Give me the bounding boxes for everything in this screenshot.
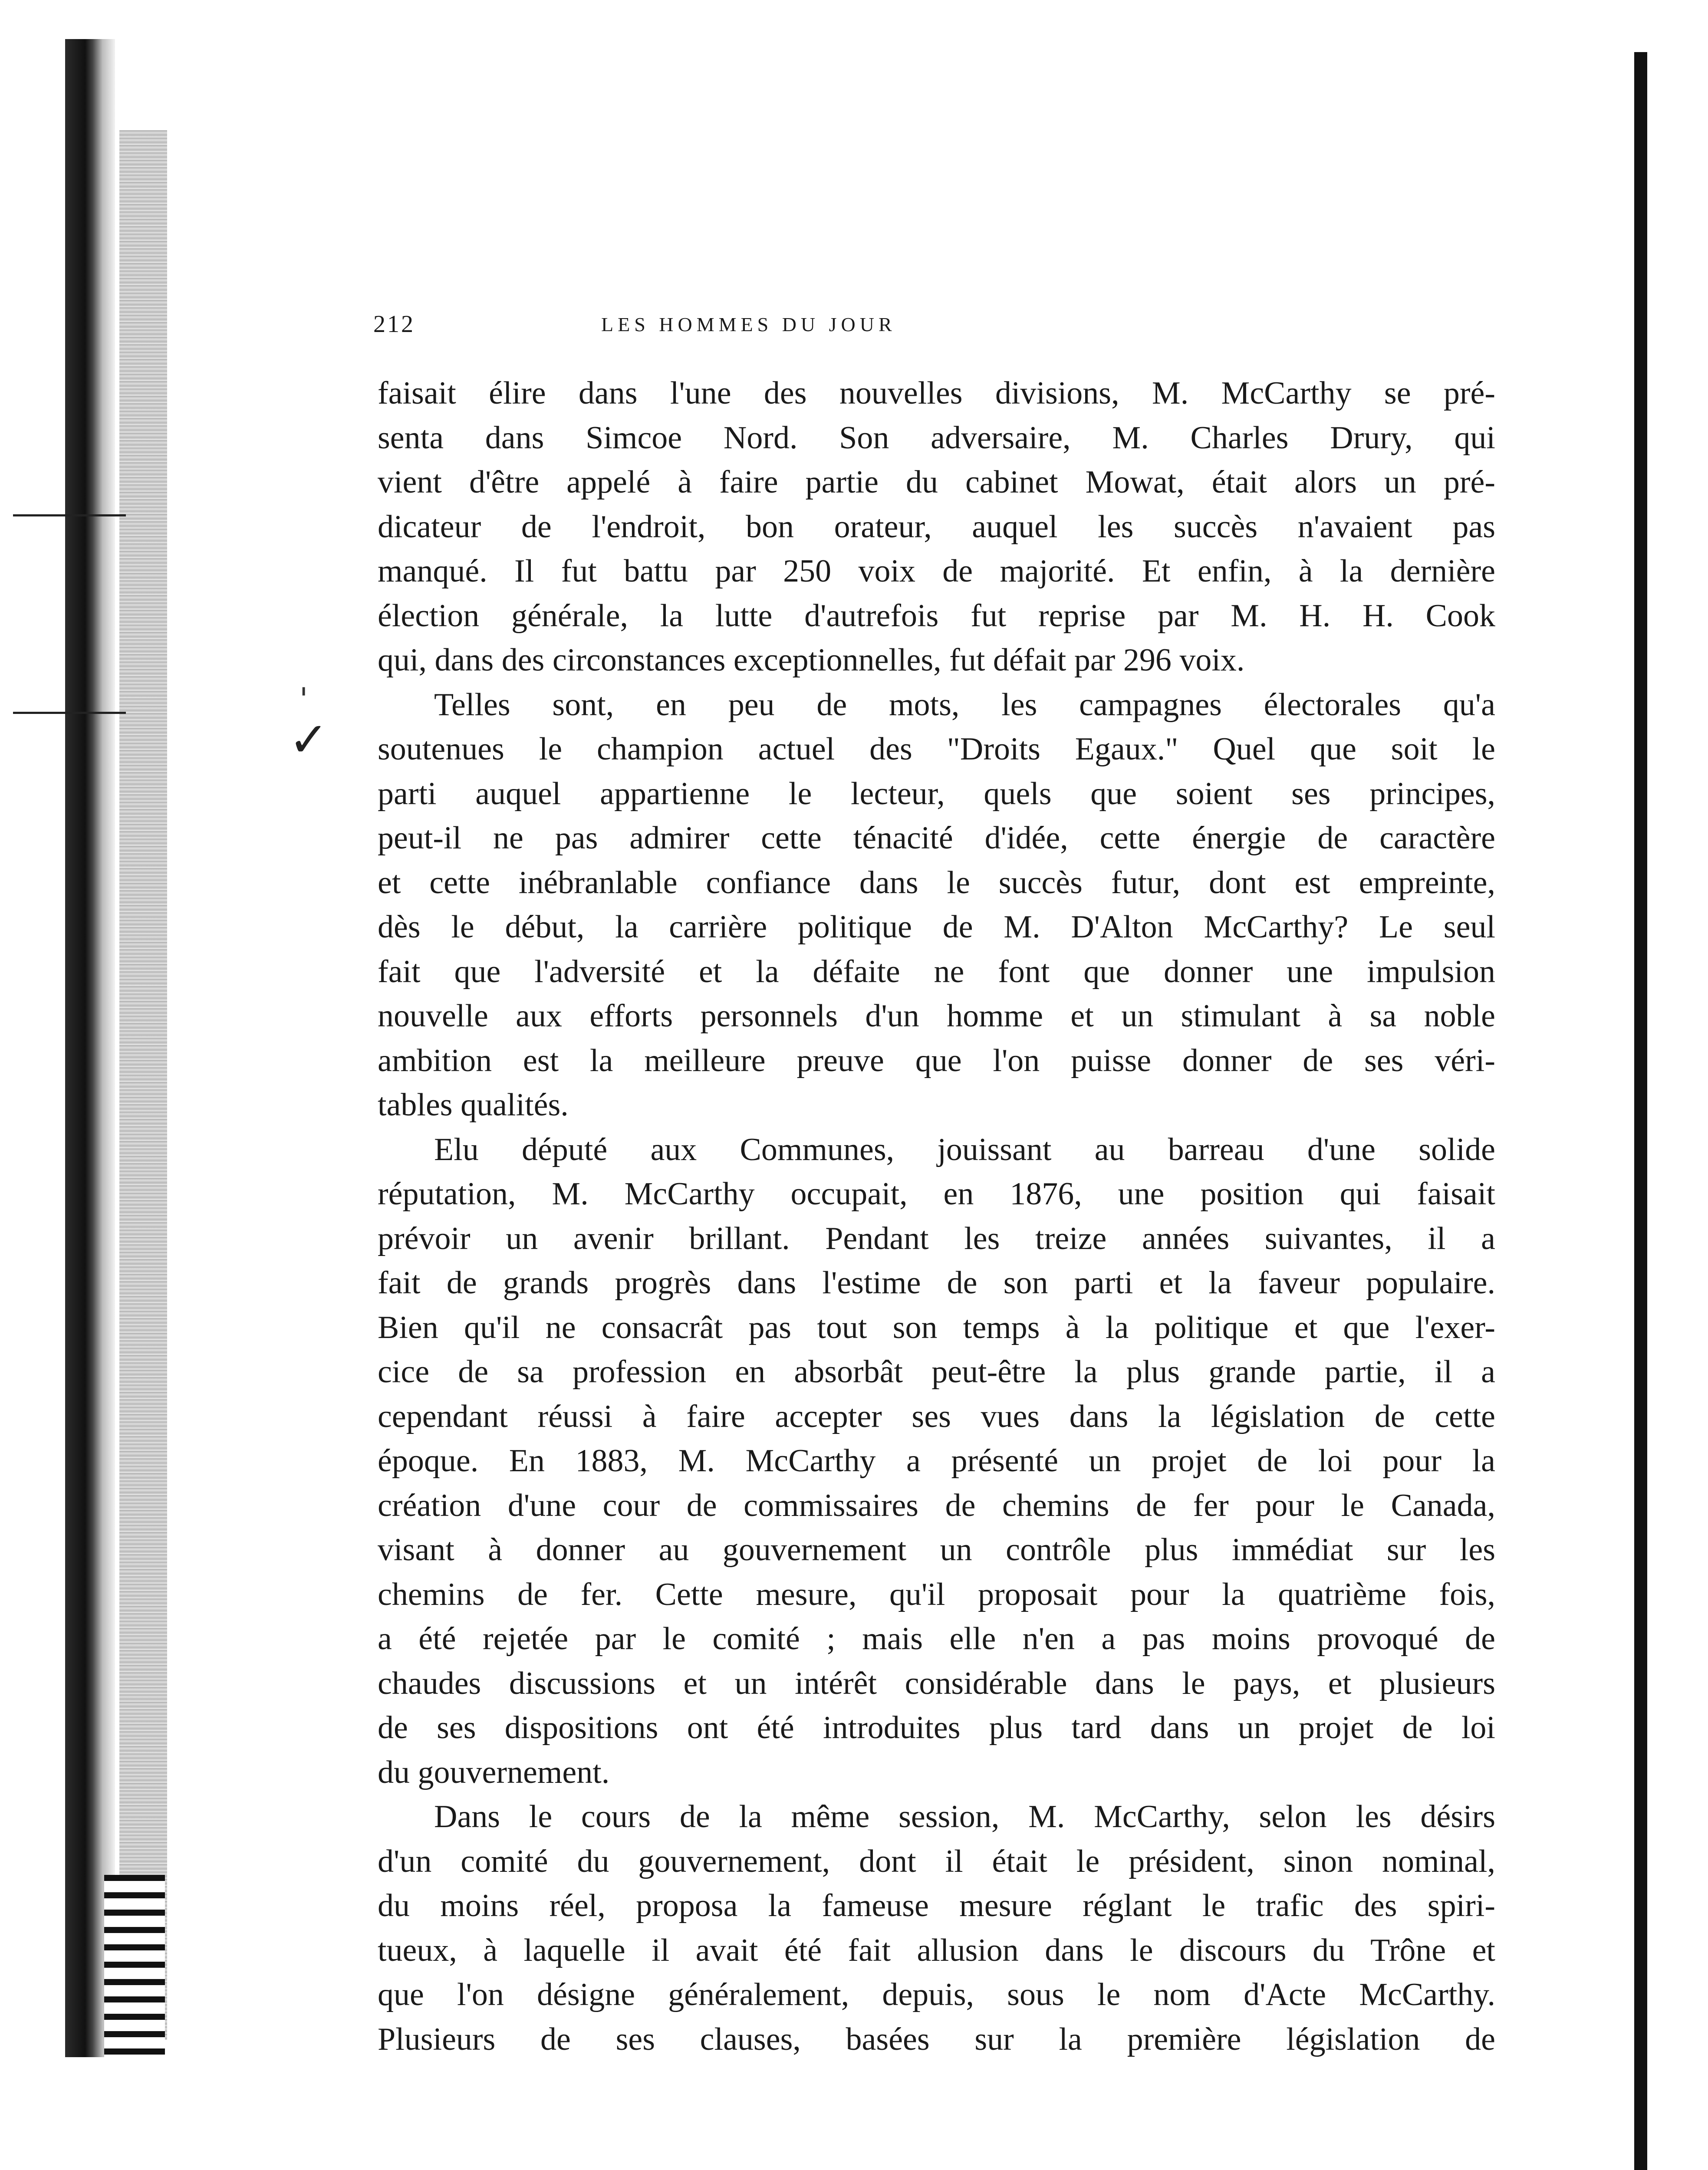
text-line: tables qualités. xyxy=(378,1087,569,1123)
body-text xyxy=(378,371,1495,2062)
text-line: visant à donner au gouvernement un contrôle plus immédiat sur les xyxy=(378,1532,1495,1568)
margin-rule-1 xyxy=(13,514,126,516)
page-number: 212 xyxy=(373,311,415,338)
text-line: parti auquel appartienne le lecteur, quels que soient ses principes, xyxy=(378,776,1495,812)
text-line: peut-il ne pas admirer cette ténacité d'idée, cette énergie de caractère xyxy=(378,820,1495,856)
margin-check-mark: ✓ xyxy=(289,712,329,767)
text-line: de ses dispositions ont été introduites plus tard dans un projet de loi xyxy=(378,1710,1495,1746)
scan-edge-left xyxy=(65,39,115,2057)
text-line: tueux, à laquelle il avait été fait allusion dans le discours du Trône et xyxy=(378,1932,1495,1968)
paragraph-3 xyxy=(378,1128,1495,1795)
text-line: d'un comité du gouvernement, dont il était le président, sinon nominal, xyxy=(378,1843,1495,1879)
text-line: Telles sont, en peu de mots, les campagnes électorales qu'a xyxy=(434,687,1495,723)
scan-edge-left-texture xyxy=(119,130,167,2040)
text-line: ambition est la meilleure preuve que l'on puisse donner de ses véri- xyxy=(378,1042,1495,1078)
text-line: a été rejetée par le comité ; mais elle n'en a pas moins provoqué de xyxy=(378,1621,1495,1657)
paragraph-1 xyxy=(378,371,1495,683)
paragraph-4 xyxy=(378,1795,1495,2062)
text-line: du gouvernement. xyxy=(378,1754,610,1790)
text-line: et cette inébranlable confiance dans le succès futur, dont est empreinte, xyxy=(378,865,1495,901)
text-line: du moins réel, proposa la fameuse mesure réglant le trafic des spiri- xyxy=(378,1888,1495,1923)
text-line: cependant réussi à faire accepter ses vues dans la législation de cette xyxy=(378,1398,1495,1434)
margin-tick-mark: ' xyxy=(299,681,308,717)
text-line: cice de sa profession en absorbât peut-être la plus grande partie, il a xyxy=(378,1354,1495,1390)
text-line: prévoir un avenir brillant. Pendant les treize années suivantes, il a xyxy=(378,1220,1495,1256)
text-line: fait que l'adversité et la défaite ne font que donner une impulsion xyxy=(378,953,1495,990)
text-line: réputation, M. McCarthy occupait, en 1876, une position qui faisait xyxy=(378,1176,1495,1212)
text-line: création d'une cour de commissaires de chemins de fer pour le Canada, xyxy=(378,1487,1495,1523)
text-line: élection générale, la lutte d'autrefois fut reprise par M. H. H. Cook xyxy=(378,598,1495,634)
text-line: manqué. Il fut battu par 250 voix de majorité. Et enfin, à la dernière xyxy=(378,553,1495,589)
margin-rule-2 xyxy=(13,712,126,714)
text-line: dès le début, la carrière politique de M. D'Alton McCarthy? Le seul xyxy=(378,909,1495,945)
text-line: époque. En 1883, M. McCarthy a présenté un projet de loi pour la xyxy=(378,1443,1495,1479)
text-line: nouvelle aux efforts personnels d'un homme et un stimulant à sa noble xyxy=(378,998,1495,1034)
text-line: Bien qu'il ne consacrât pas tout son temps à la politique et que l'exer- xyxy=(378,1309,1495,1345)
text-line: faisait élire dans l'une des nouvelles divisions, M. McCarthy se pré- xyxy=(378,375,1495,411)
scan-edge-right xyxy=(1634,52,1647,2170)
text-line: Elu député aux Communes, jouissant au barreau d'une solide xyxy=(434,1131,1495,1167)
running-title: LES HOMMES DU JOUR xyxy=(601,313,896,335)
text-line: dicateur de l'endroit, bon orateur, auquel les succès n'avaient pas xyxy=(378,509,1495,545)
text-line: que l'on désigne généralement, depuis, sous le nom d'Acte McCarthy. xyxy=(378,1977,1495,2012)
text-line: qui, dans des circonstances exceptionnelles, fut défait par 296 voix. xyxy=(378,642,1245,678)
text-line: chaudes discussions et un intérêt considérable dans le pays, et plusieurs xyxy=(378,1665,1495,1701)
scan-edge-left-bars xyxy=(104,1875,165,2057)
text-line: chemins de fer. Cette mesure, qu'il proposait pour la quatrième fois, xyxy=(378,1576,1495,1612)
text-line: Dans le cours de la même session, M. McCarthy, selon les désirs xyxy=(434,1799,1495,1835)
text-line: vient d'être appelé à faire partie du cabinet Mowat, était alors un pré- xyxy=(378,464,1495,500)
paragraph-2 xyxy=(378,683,1495,1128)
text-line: soutenues le champion actuel des "Droits Egaux." Quel que soit le xyxy=(378,731,1495,767)
text-line: senta dans Simcoe Nord. Son adversaire, M. Charles Drury, qui xyxy=(378,420,1495,456)
text-line: Plusieurs de ses clauses, basées sur la première législation de xyxy=(378,2021,1495,2057)
text-line: fait de grands progrès dans l'estime de son parti et la faveur populaire. xyxy=(378,1265,1495,1301)
running-head xyxy=(373,310,1111,349)
